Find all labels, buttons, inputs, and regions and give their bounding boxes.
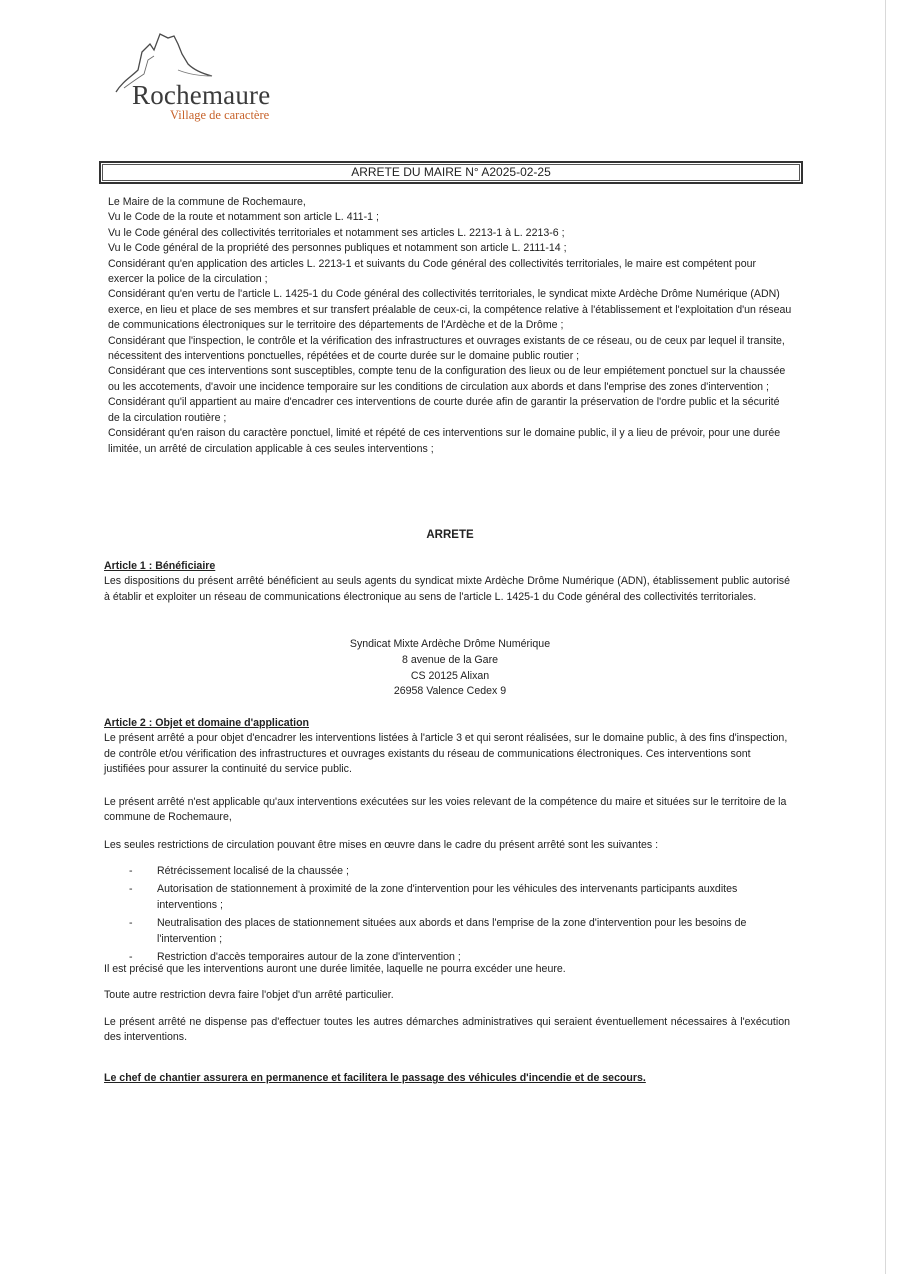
list-item-text: Restriction d'accès temporaires autour de la zone d'intervention ; [157,951,461,964]
article-2-paragraph: Les seules restrictions de circulation pouvant être mises en œuvre dans le cadre du présent arrêté sont les suivantes : [104,839,659,851]
address-block [0,637,900,700]
logo [108,30,298,130]
article-2-paragraph: Toute autre restriction devra faire l'objet d'un arrêté particulier. [104,989,394,1001]
chef-chantier-note [104,1071,790,1086]
list-dash: - [129,865,133,877]
logo-name: Rochemaure [132,80,271,110]
preamble-line: Vu le Code de la route et notamment son article L. 411-1 ; [108,211,379,224]
duration-note [104,962,790,977]
address-line: CS 20125 Alixan [410,669,490,682]
article-1-text: Les dispositions du présent arrêté bénéficient au seuls agents du syndicat mixte Ardèche Drôme Numérique (ADN), établissement public autorisé à établir et exploiter un réseau de communications électronique au sens de l'article L. 1425-1 du Code général des collectivités territoriales. [104,575,790,603]
article-2-paragraph: Le présent arrêté a pour objet d'encadrer les interventions listées à l'article 3 et qui seront réalisées, sur le domaine public, à des fins d'inspection, de contrôle et/ou vérification des infrastructures et ouvrages existants du réseau de communications électroniques. Ces interventions sont justifiées pour assurer la continuité du service public. [104,732,788,776]
address-line: 8 avenue de la Gare [401,653,498,666]
preamble-line: Considérant qu'en raison du caractère ponctuel, limité et répété de ces interventions sur le domaine public, il y a lieu de prévoir, pour une durée limitée, un arrêté de circulation applicable à ces seules interventions ; [108,427,781,455]
article-2-paragraph: Il est précisé que les interventions auront une durée limitée, laquelle ne pourra excéder une heure. [104,963,566,975]
admin-note [104,1015,790,1046]
address-line: 26958 Valence Cedex 9 [393,685,507,698]
logo-subtitle: Village de caractère [170,108,270,122]
preamble-line: Considérant que ces interventions sont susceptibles, compte tenu de la configuration des lieux ou de leur empiétement ponctuel sur la chaussée ou les accotements, d'avoir une incidence temporaire sur les conditions de circulation aux abords et dans l'emprise des zones d'intervention ; [108,365,786,393]
address-line: Syndicat Mixte Ardèche Drôme Numérique [349,638,551,650]
preamble-line: Vu le Code général de la propriété des personnes publiques et notamment son article L. 2111-14 ; [108,242,567,255]
restrictions-list [104,864,790,968]
preamble-line: Considérant qu'en vertu de l'article L. 1425-1 du Code général des collectivités territoriales, le syndicat mixte Ardèche Drôme Numérique (ADN) exerce, en lieu et place de ses membres et sur transfert préalable de ceux-ci, la compétence relative à l'établissement et l'exploitation d'un réseau de communications électroniques sur le territoire des départements de l'Ardèche et de la Drôme ; [108,288,792,332]
document-title: ARRETE DU MAIRE N° A2025-02-25 [99,161,803,184]
article-2-emphasis: Le chef de chantier assurera en permanence et facilitera le passage des véhicules d'incendie et de secours. [104,1072,646,1084]
list-item [104,864,790,879]
article-2-paragraph: Le présent arrêté ne dispense pas d'effectuer toutes les autres démarches administratives qui seraient éventuellement nécessaires à l'exécution des interventions. [104,1016,790,1044]
article-1 [104,559,790,605]
preamble-line: Le Maire de la commune de Rochemaure, [108,196,306,208]
preamble-line: Considérant qu'en application des articles L. 2213-1 et suivants du Code général des collectivités territoriales, le maire est compétent pour exercer la police de la circulation ; [108,257,757,286]
list-item-text: Autorisation de stationnement à proximité de la zone d'intervention pour les véhicules des intervenants participants auxdites interventions ; [157,883,738,911]
article-2 [104,716,790,778]
preamble-line: Considérant qu'il appartient au maire d'encadrer ces interventions de courte durée afin de garantir la préservation de l'ordre public et la sécurité de la circulation routière ; [108,396,780,424]
article-1-title: Article 1 : Bénéficiaire [104,560,216,572]
list-dash: - [129,917,133,930]
list-item [104,882,790,913]
preamble-line: Considérant que l'inspection, le contrôle et la vérification des infrastructures et ouvrages existants de ce réseau, ou de ceux par lequel il transite, nécessitent des interventions ponctuelles, répétées et de courte durée sur le domaine public routier ; [108,334,785,363]
article-2-paragraph: Le présent arrêté n'est applicable qu'aux interventions exécutées sur les voies relevant de la compétence du maire et situées sur le territoire de la commune de Rochemaure, [104,796,787,824]
preamble [108,195,794,457]
article-2-restrictions-intro [104,838,790,853]
list-item-text: Neutralisation des places de stationnement situées aux abords et dans l'emprise de la zone d'intervention pour les besoins de l'intervention ; [157,917,747,945]
article-2-scope [104,795,790,826]
list-item-text: Rétrécissement localisé de la chaussée ; [157,865,349,877]
list-dash: - [129,951,133,964]
list-dash: - [129,883,133,896]
list-item [104,916,790,947]
other-restriction-note [104,988,790,1003]
arrete-heading: ARRETE [426,529,474,541]
preamble-line: Vu le Code général des collectivités territoriales et notamment ses articles L. 2213-1 à L. 2213-6 ; [108,226,565,239]
article-2-title: Article 2 : Objet et domaine d'application [104,717,310,729]
